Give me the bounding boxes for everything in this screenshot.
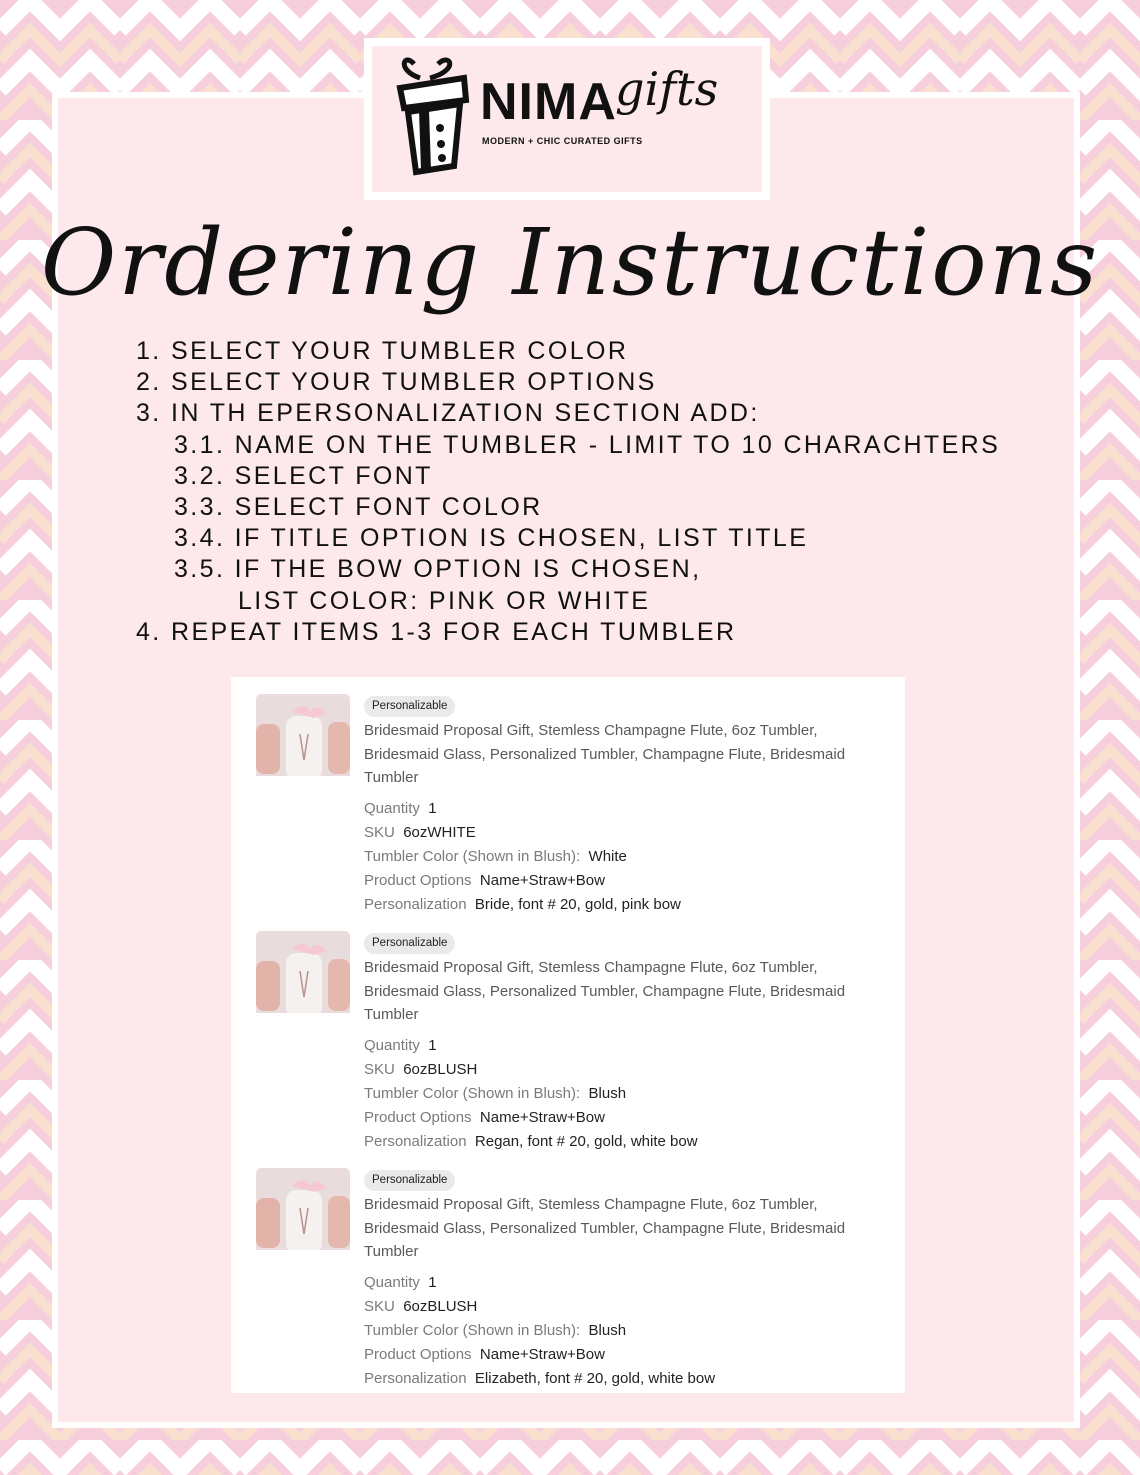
tumbler-color-value: Blush <box>588 1322 627 1339</box>
tumbler-color-label: Tumbler Color (Shown in Blush): <box>364 1322 581 1339</box>
sku-value: 6ozBLUSH <box>403 1061 478 1078</box>
quantity-label: Quantity <box>364 1274 420 1291</box>
sku-label: SKU <box>364 824 395 841</box>
product-title[interactable]: Bridesmaid Proposal Gift, Stemless Champagne Flute, 6oz Tumbler, Bridesmaid Glass, Personalized Tumbler, Champagne Flute, Bridesmaid Tumbler <box>364 722 846 787</box>
order-examples-panel <box>231 677 905 1393</box>
sku-value: 6ozWHITE <box>403 824 476 841</box>
instructions-list <box>136 336 1000 648</box>
order-details <box>364 1271 884 1391</box>
page-title: Ordering Instructions <box>40 209 1100 316</box>
product-thumbnail[interactable] <box>256 1168 350 1262</box>
product-options-value: Name+Straw+Bow <box>479 1109 605 1126</box>
brand-name: NIMA <box>480 73 617 131</box>
logo <box>364 38 770 200</box>
instruction-item: 1. SELECT YOUR TUMBLER COLOR <box>136 337 629 365</box>
personalization-value: Regan, font # 20, gold, white bow <box>474 1133 698 1150</box>
personalizable-badge: Personalizable <box>364 696 455 717</box>
order-item <box>231 677 905 913</box>
personalization-value: Elizabeth, font # 20, gold, white bow <box>474 1370 716 1387</box>
instruction-item: 3. IN TH EPERSONALIZATION SECTION ADD: <box>136 399 760 428</box>
quantity-value: 1 <box>428 1274 437 1291</box>
tumbler-image <box>256 1168 350 1262</box>
personalization-label: Personalization <box>364 1370 467 1387</box>
personalizable-badge: Personalizable <box>364 933 455 954</box>
tumbler-color-value: Blush <box>588 1085 627 1102</box>
quantity-label: Quantity <box>364 800 420 817</box>
product-title[interactable]: Bridesmaid Proposal Gift, Stemless Champagne Flute, 6oz Tumbler, Bridesmaid Glass, Personalized Tumbler, Champagne Flute, Bridesmaid Tumbler <box>364 959 846 1024</box>
order-item <box>231 1151 905 1387</box>
order-details <box>364 797 884 917</box>
personalization-value: Bride, font # 20, gold, pink bow <box>474 896 681 913</box>
instruction-subitem-continuation: LIST COLOR: PINK OR WHITE <box>238 586 651 615</box>
order-item <box>231 914 905 1150</box>
instruction-subitem: 3.1. NAME ON THE TUMBLER - LIMIT TO 10 CHARACHTERS <box>174 430 1001 459</box>
tumbler-image <box>256 694 350 788</box>
product-options-value: Name+Straw+Bow <box>479 1346 605 1363</box>
tumbler-color-label: Tumbler Color (Shown in Blush): <box>364 848 581 865</box>
tumbler-image <box>256 931 350 1025</box>
instruction-item: 2. SELECT YOUR TUMBLER OPTIONS <box>136 368 657 397</box>
quantity-value: 1 <box>428 800 437 817</box>
brand-script: gifts <box>615 62 719 116</box>
instruction-subitem: 3.3. SELECT FONT COLOR <box>174 493 543 522</box>
personalization-label: Personalization <box>364 1133 467 1150</box>
sku-value: 6ozBLUSH <box>403 1298 478 1315</box>
personalizable-badge: Personalizable <box>364 1170 455 1191</box>
sku-label: SKU <box>364 1298 395 1315</box>
personalization-label: Personalization <box>364 896 467 913</box>
sku-label: SKU <box>364 1061 395 1078</box>
product-options-value: Name+Straw+Bow <box>479 872 605 889</box>
tumbler-color-value: White <box>588 848 627 865</box>
instruction-subitem: 3.2. SELECT FONT <box>174 461 433 490</box>
instruction-subitem: 3.4. IF TITLE OPTION IS CHOSEN, LIST TITLE <box>174 524 809 553</box>
product-options-label: Product Options <box>364 1109 472 1126</box>
instruction-subitem: 3.5. IF THE BOW OPTION IS CHOSEN, <box>174 555 702 584</box>
product-thumbnail[interactable] <box>256 931 350 1025</box>
quantity-value: 1 <box>428 1037 437 1054</box>
gift-box-icon <box>394 54 474 180</box>
product-options-label: Product Options <box>364 872 472 889</box>
instruction-item: 4. REPEAT ITEMS 1-3 FOR EACH TUMBLER <box>136 617 737 646</box>
brand-tagline: MODERN + CHIC CURATED GIFTS <box>482 136 643 146</box>
product-title[interactable]: Bridesmaid Proposal Gift, Stemless Champagne Flute, 6oz Tumbler, Bridesmaid Glass, Personalized Tumbler, Champagne Flute, Bridesmaid Tumbler <box>364 1196 846 1261</box>
order-details <box>364 1034 884 1154</box>
product-options-label: Product Options <box>364 1346 472 1363</box>
tumbler-color-label: Tumbler Color (Shown in Blush): <box>364 1085 581 1102</box>
product-thumbnail[interactable] <box>256 694 350 788</box>
quantity-label: Quantity <box>364 1037 420 1054</box>
